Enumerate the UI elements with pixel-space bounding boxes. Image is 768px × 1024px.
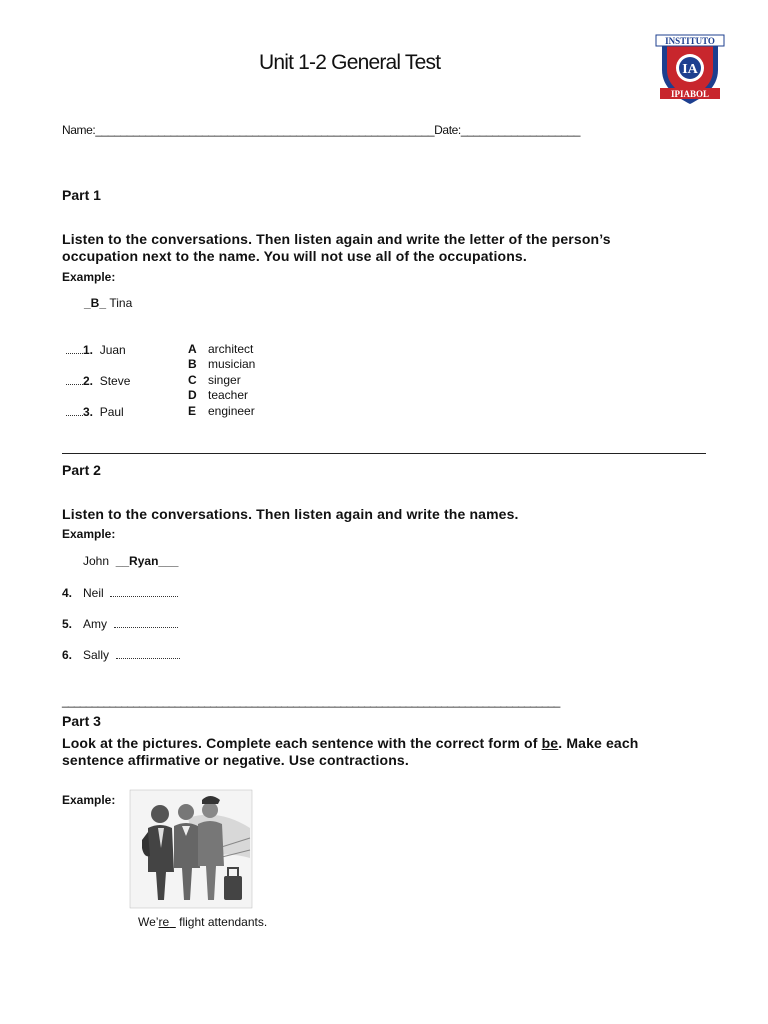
answer-blank[interactable] xyxy=(110,585,178,597)
part2-example: John __Ryan___ xyxy=(83,554,179,568)
logo-top-text: INSTITUTO xyxy=(665,36,715,46)
institute-logo xyxy=(654,32,726,106)
part1-instructions-1: Listen to the conversations. Then listen again and write the letter of the person’s xyxy=(62,231,611,247)
part1-heading: Part 1 xyxy=(62,187,101,203)
logo-letters: IA xyxy=(682,62,698,77)
option-d: D teacher xyxy=(188,388,249,402)
date-label: Date: xyxy=(434,123,461,137)
answer-blank[interactable] xyxy=(66,342,83,354)
option-a: A architect xyxy=(188,342,254,356)
answer-blank[interactable] xyxy=(66,404,83,416)
part2-item-5: 5. Amy xyxy=(62,616,178,631)
part3-heading: Part 3 xyxy=(62,713,101,729)
answer-blank[interactable] xyxy=(66,373,83,385)
part2-item-6: 6. Sally xyxy=(62,647,180,662)
part3-instructions-2: sentence affirmative or negative. Use contractions. xyxy=(62,752,409,768)
divider: ____________________________________________________________________________________ xyxy=(62,694,560,708)
answer-blank[interactable] xyxy=(116,647,180,659)
name-date-row xyxy=(62,123,580,137)
part1-item-2: 2. Steve xyxy=(66,373,130,388)
example-name: Tina xyxy=(109,296,133,310)
part3-instructions-1: Look at the pictures. Complete each sentence with the correct form of be. Make each xyxy=(62,735,639,751)
part2-instructions: Listen to the conversations. Then listen again and write the names. xyxy=(62,506,519,522)
page-title: Unit 1-2 General Test xyxy=(259,51,441,74)
option-e: E engineer xyxy=(188,404,255,418)
part1-item-1: 1. Juan xyxy=(66,342,126,357)
date-blank[interactable]: ___________________ xyxy=(460,123,581,137)
part3-example-label: Example: xyxy=(62,793,116,807)
flight-attendants-illustration xyxy=(128,788,254,910)
part2-item-4: 4. Neil xyxy=(62,585,178,600)
logo-bottom-text: IPIABOL xyxy=(670,89,710,99)
option-c: C singer xyxy=(188,373,241,387)
divider xyxy=(62,453,706,454)
example-answer: re xyxy=(158,915,170,929)
example-answer: _B_ xyxy=(84,296,107,310)
part1-example xyxy=(84,296,132,310)
part1-example-label: Example: xyxy=(62,270,116,284)
answer-blank[interactable] xyxy=(114,616,178,628)
part2-example-label: Example: xyxy=(62,527,116,541)
part2-heading: Part 2 xyxy=(62,462,101,478)
name-label: Name: xyxy=(62,123,96,137)
part1-instructions-2: occupation next to the name. You will not use all of the occupations. xyxy=(62,248,527,264)
part3-example-sentence: We’re flight attendants. xyxy=(138,915,268,929)
option-b: B musician xyxy=(188,357,256,371)
part1-item-3: 3. Paul xyxy=(66,404,124,419)
name-blank[interactable]: ______________________________________________________ xyxy=(95,123,435,137)
